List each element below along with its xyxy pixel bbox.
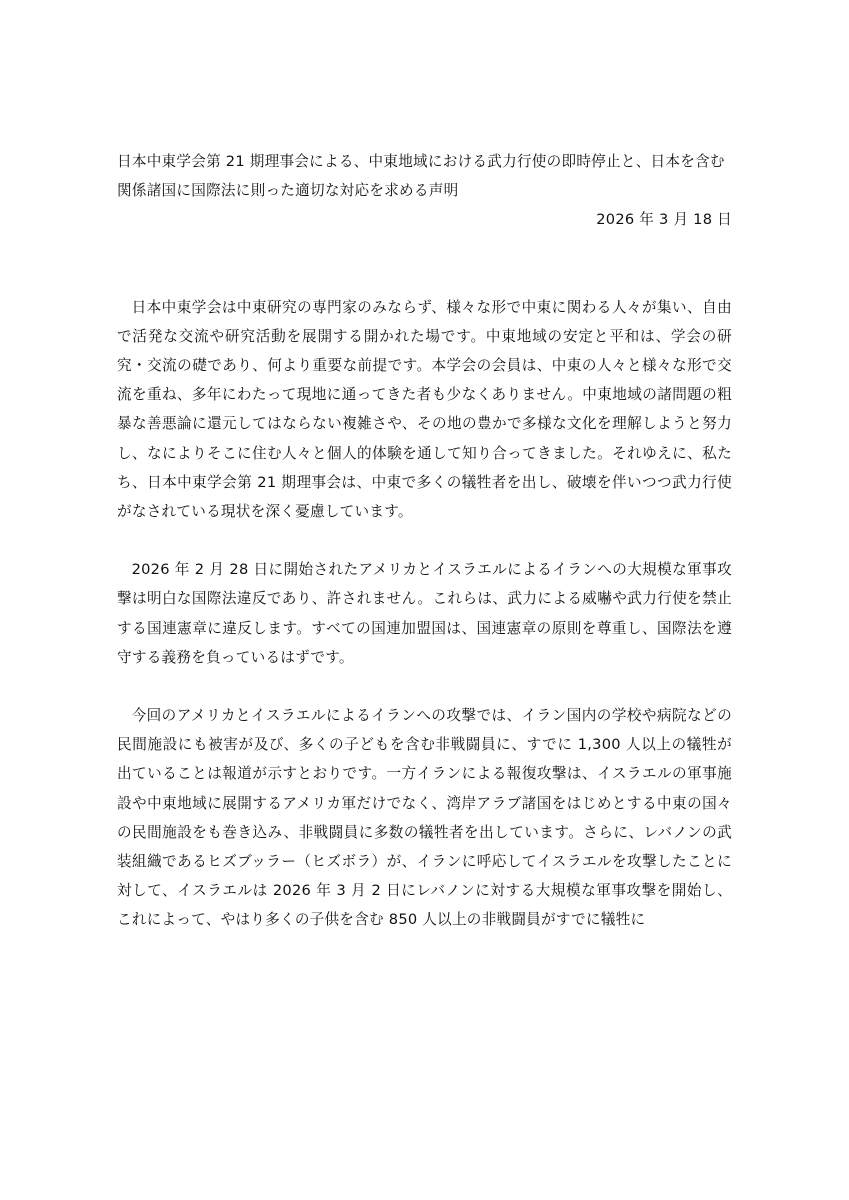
spacer (117, 526, 732, 555)
statement-date: 2026 年 3 月 18 日 (596, 211, 732, 229)
document-body (117, 147, 732, 935)
spacer (117, 672, 732, 701)
spacer (117, 235, 732, 293)
paragraph-3: 今回のアメリカとイスラエルによるイランへの攻撃では、イラン国内の学校や病院などの民間施設にも被害が及び、多くの子どもを含む非戦闘員に、すでに 1,300 人以上の犠牲が出ていることは報道が示すとおりです。一方イランによる報復攻撃は、イスラエルの軍事施設や中東地域に展開するアメリカ軍だけでなく、湾岸アラブ諸国をはじめとする中東の国々の民間施設をも巻き込み、非戦闘員に多数の犠牲者を出しています。さらに、レバノンの武装組織であるヒズブッラー（ヒズボラ）が、イランに呼応してイスラエルを攻撃したことに対して、イスラエルは 2026 年 3 月 2 日にレバノンに対する大規模な軍事攻撃を開始し、これによって、やはり多くの子供を含む 850 人以上の非戦闘員がすでに犠牲に (117, 707, 732, 929)
paragraph-1: 日本中東学会は中東研究の専門家のみならず、様々な形で中東に関わる人々が集い、自由で活発な交流や研究活動を展開する開かれた場です。中東地域の安定と平和は、学会の研究・交流の礎であり、何より重要な前提です。本学会の会員は、中東の人々と様々な形で交流を重ね、多年にわたって現地に通ってきた者も少なくありません。中東地域の諸問題の粗暴な善悪論に還元してはならない複雑さや、その地の豊かで多様な文化を理解しようと努力し、なによりそこに住む人々と個人的体験を通して知り合ってきました。それゆえに、私たち、日本中東学会第 21 期理事会は、中東で多くの犠牲者を出し、破壊を伴いつつ武力行使がなされている現状を深く憂慮しています。 (117, 298, 732, 521)
statement-title: 日本中東学会第 21 期理事会による、中東地域における武力行使の即時停止と、日本を含む関係諸国に国際法に則った適切な対応を求める声明 (117, 153, 725, 200)
paragraph-2: 2026 年 2 月 28 日に開始されたアメリカとイスラエルによるイランへの大規模な軍事攻撃は明白な国際法違反であり、許されません。これらは、武力による威嚇や武力行使を禁止する国連憲章に違反します。すべての国連加盟国は、国連憲章の原則を尊重し、国際法を遵守する義務を負っているはずです。 (117, 561, 732, 666)
